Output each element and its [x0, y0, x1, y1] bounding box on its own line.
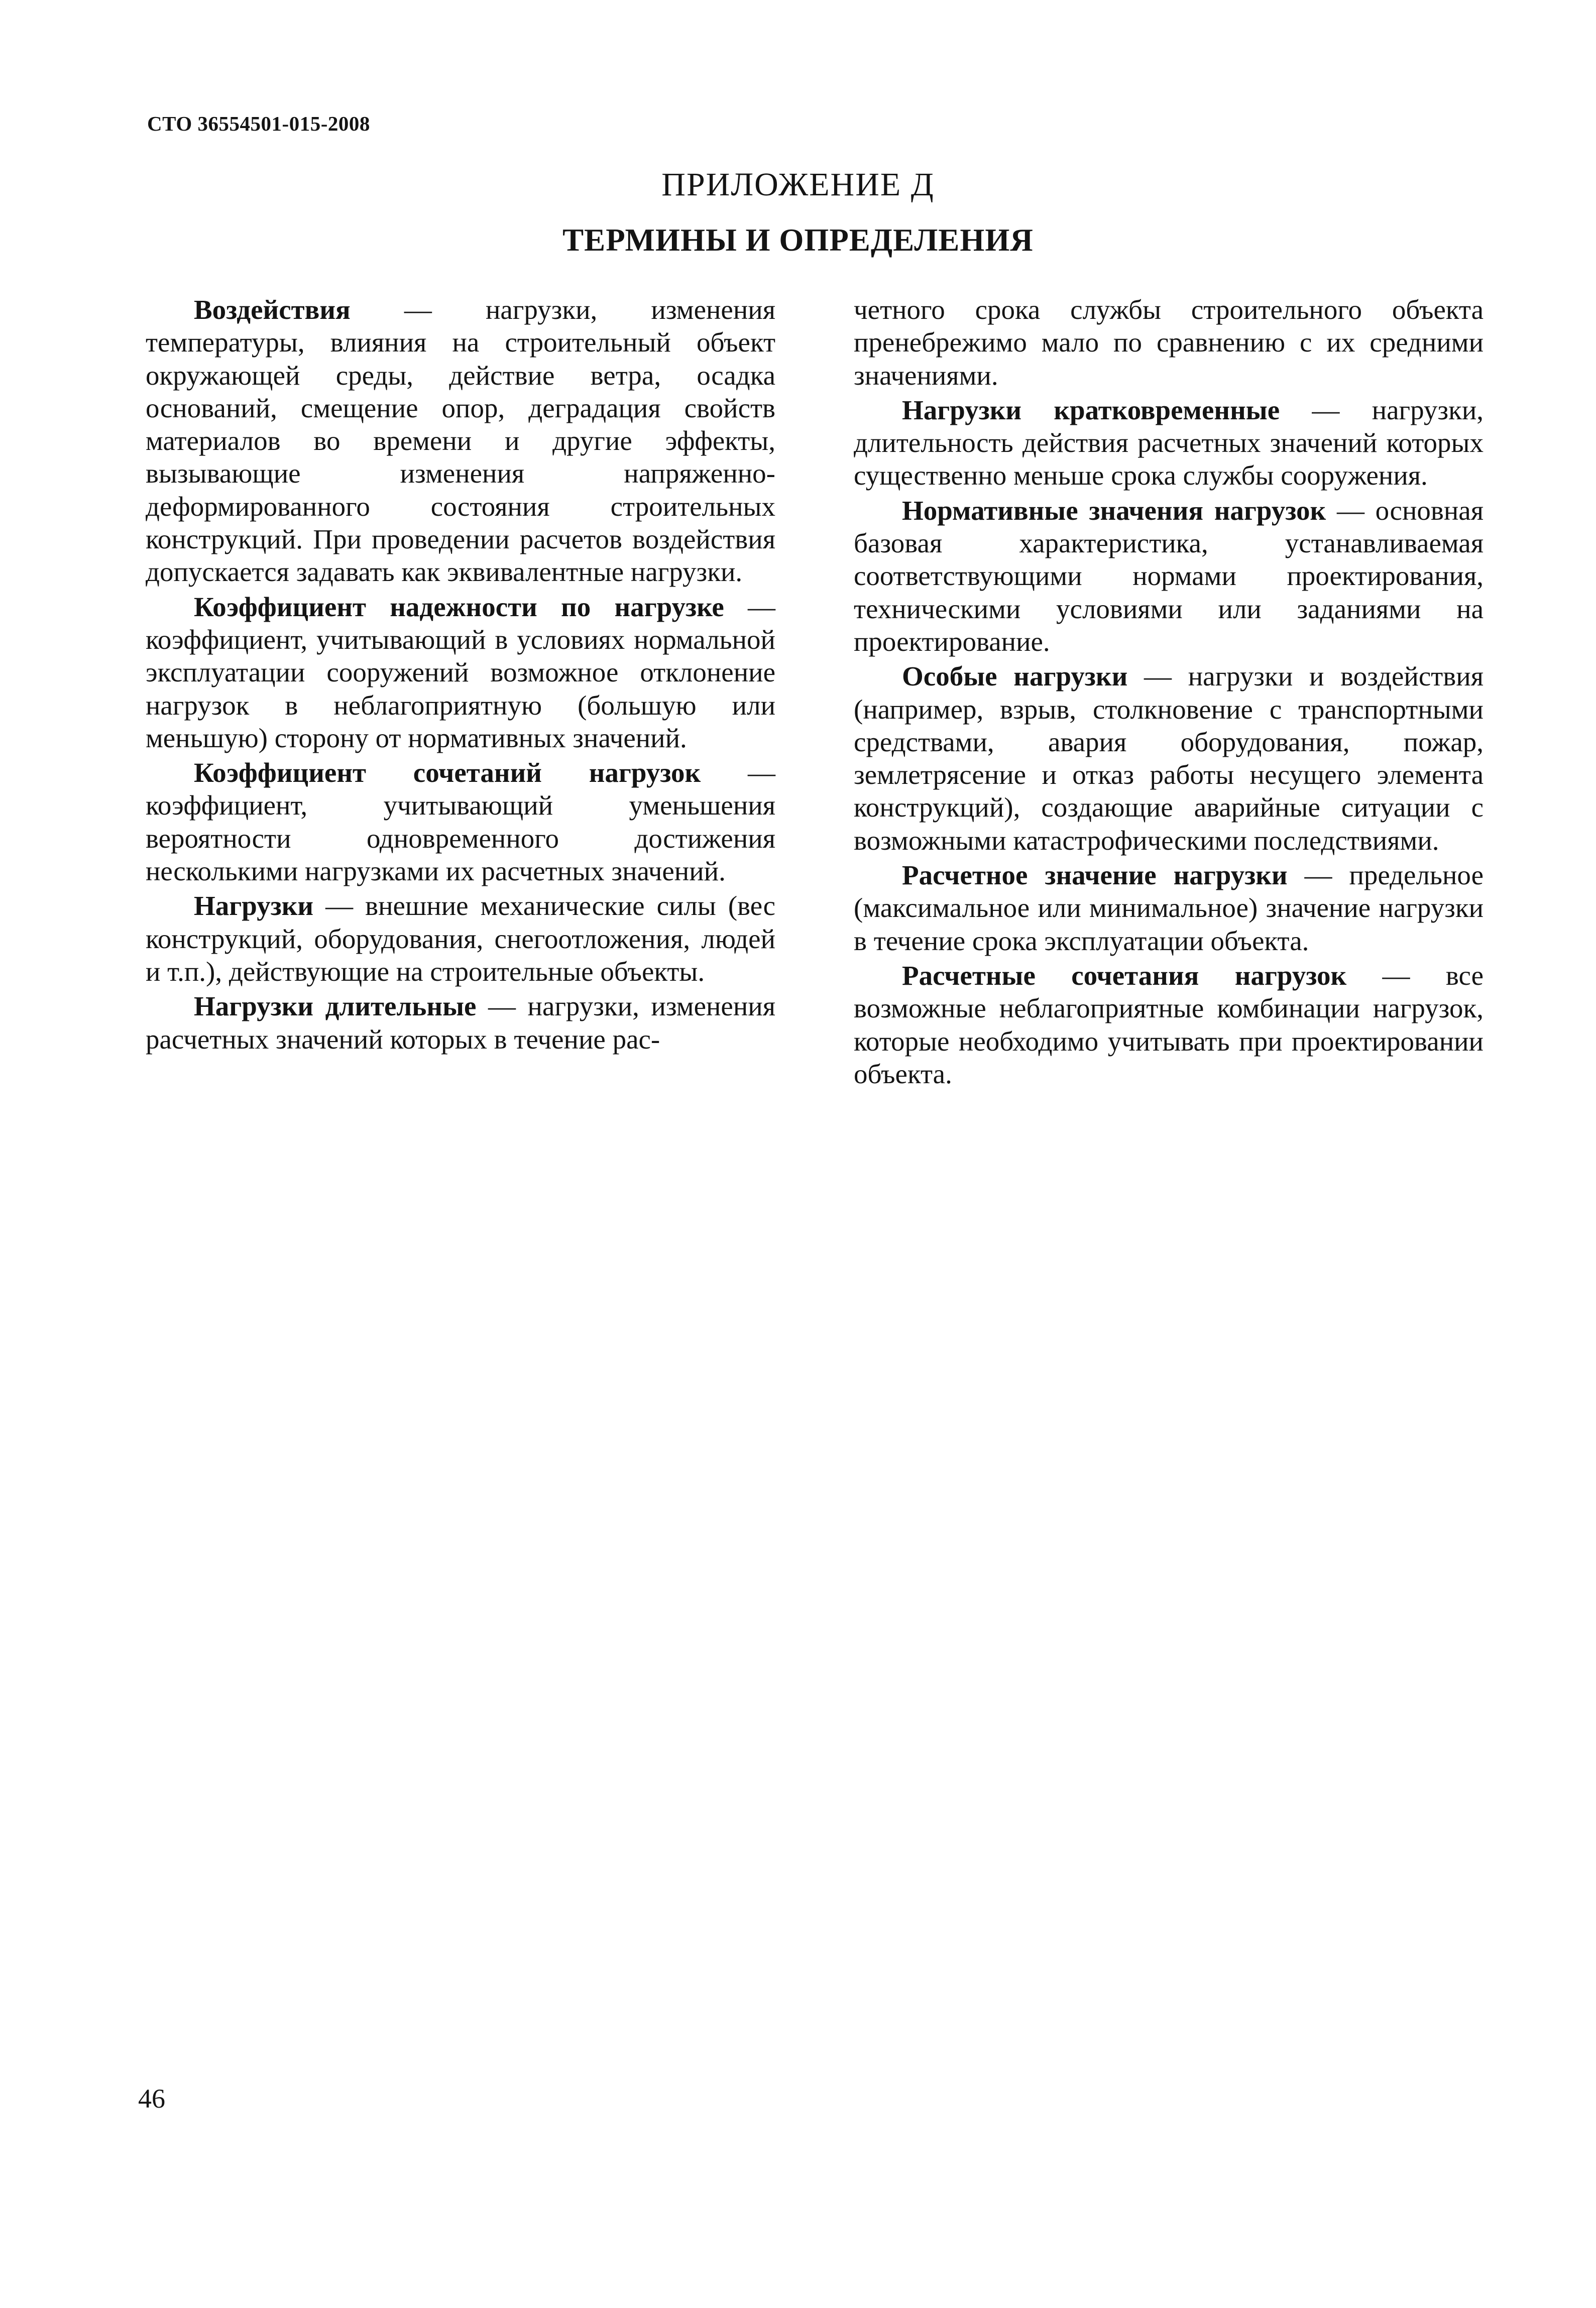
term-name: Особые нагрузки: [902, 661, 1128, 692]
left-column: [146, 293, 775, 1058]
term-entry: [146, 591, 775, 754]
term-name: Нагрузки: [194, 890, 314, 921]
page-number: 46: [138, 2084, 165, 2114]
right-column: [854, 293, 1484, 1092]
term-definition: — нагрузки и воздействия (например, взрыв, столкновение с транспортными средствами, авария оборудования, пожар, землетрясение и отказ работы несущего элемента конструкций), создающие аварийные ситуации с возможными катастрофическими последствиями.: [854, 661, 1484, 856]
term-entry: [146, 756, 775, 887]
term-name: Расчетные сочетания нагрузок: [902, 960, 1347, 991]
term-entry: [854, 959, 1484, 1090]
term-entry: [146, 990, 775, 1056]
term-name: Нормативные значения нагрузок: [902, 495, 1326, 526]
term-entry: [146, 889, 775, 988]
term-entry: [146, 293, 775, 589]
term-definition: — нагрузки, изменения расчетных значений которых в течение рас-: [146, 991, 775, 1055]
term-name: Коэффициент надежности по нагрузке: [194, 591, 724, 622]
term-entry: [854, 494, 1484, 658]
term-name: Нагрузки длительные: [194, 991, 477, 1022]
term-continuation: четного срока службы строительного объекта пренебрежимо мало по сравнению с их средними значениями.: [854, 294, 1484, 391]
term-definition: — все возможные неблагоприятные комбинации нагрузок, которые необходимо учитывать при проектировании объекта.: [854, 960, 1484, 1089]
term-definition: — нагрузки, изменения температуры, влияния на строительный объект окружающей среды, действие ветра, осадка оснований, смещение опор, деградация свойств материалов во времени и другие эффекты, вызывающие изменения напряженно-деформированного состояния строительных конструкций. При проведении расчетов воздействия допускается задавать как эквивалентные нагрузки.: [146, 294, 775, 588]
term-entry: [854, 859, 1484, 957]
term-definition: — нагрузки, длительность действия расчетных значений которых существенно меньше срока службы сооружения.: [854, 394, 1484, 491]
term-entry: [854, 660, 1484, 857]
section-title: ТЕРМИНЫ И ОПРЕДЕЛЕНИЯ: [562, 222, 1034, 258]
term-definition: — коэффициент, учитывающий уменьшения вероятности одновременного достижения несколькими нагрузками их расчетных значений.: [146, 757, 775, 887]
term-name: Воздействия: [194, 294, 351, 325]
term-name: Нагрузки кратковременные: [902, 394, 1280, 425]
term-definition: — основная базовая характеристика, устанавливаемая соответствующими нормами проектирования, техническими условиями или заданиями на проектирование.: [854, 495, 1484, 657]
term-definition: — предельное (максимальное или минимальное) значение нагрузки в течение срока эксплуатации объекта.: [854, 860, 1484, 956]
term-entry: [854, 394, 1484, 492]
term-name: Коэффициент сочетаний нагрузок: [194, 757, 701, 788]
document-code: СТО 36554501-015-2008: [147, 112, 370, 135]
appendix-title: ПРИЛОЖЕНИЕ Д: [661, 166, 935, 203]
term-definition: — коэффициент, учитывающий в условиях нормальной эксплуатации сооружений возможное отклонение нагрузок в неблагоприятную (большую или меньшую) сторону от нормативных значений.: [146, 591, 776, 753]
term-name: Расчетное значение нагрузки: [902, 860, 1288, 891]
term-definition: — внешние механические силы (вес конструкций, оборудования, снегоотложения, людей и т.п.), действующие на строительные объекты.: [146, 890, 775, 987]
